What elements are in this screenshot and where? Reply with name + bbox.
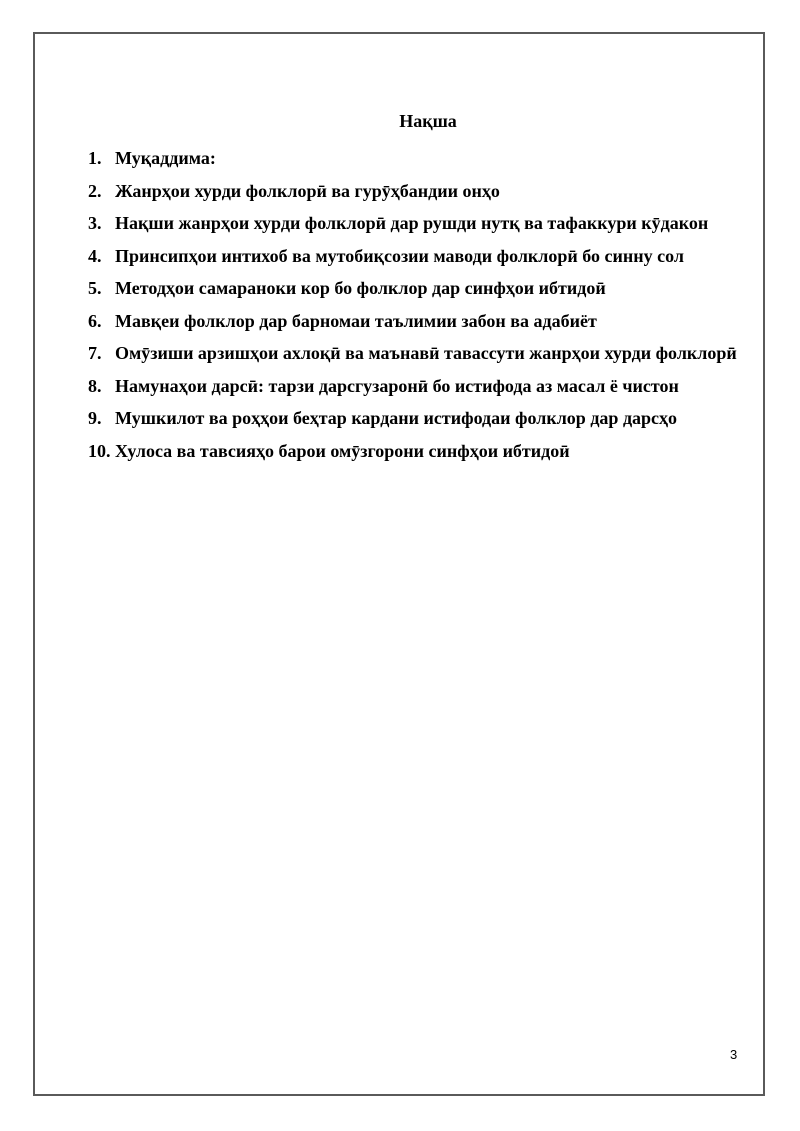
toc-item-10: [88, 435, 742, 468]
toc-item-text: Хулоса ва тавсияҳо барои омӯзгорони синфҳои ибтидоӣ: [115, 440, 570, 461]
toc-item-text: Принсипҳои интихоб ва мутобиқсозии маводи фолклорӣ бо синну сол: [115, 245, 684, 266]
table-of-contents: [88, 142, 742, 467]
toc-item-1: [88, 142, 742, 175]
toc-item-3: [88, 207, 742, 240]
toc-item-text: Намунаҳои дарсӣ: тарзи дарсгузаронӣ бо истифода аз масал ё чистон: [115, 375, 679, 396]
toc-item-number: 5.: [88, 278, 102, 298]
toc-item-4: [88, 240, 742, 273]
toc-item-number: 9.: [88, 408, 102, 428]
toc-item-number: 1.: [88, 148, 102, 168]
toc-item-text: Методҳои самараноки кор бо фолклор дар синфҳои ибтидоӣ: [115, 278, 606, 298]
toc-item-8: [88, 370, 742, 403]
toc-item-text: Нақши жанрҳои хурди фолклорӣ дар рушди нутқ ва тафаккури кӯдакон: [115, 213, 709, 233]
page-title: Нақша: [399, 111, 457, 131]
toc-item-text: Мушкилот ва роҳҳои беҳтар кардани истифодаи фолклор дар дарсҳо: [115, 408, 678, 428]
toc-item-5: [88, 272, 742, 305]
toc-item-6: [88, 305, 742, 338]
page-number: 3: [730, 1047, 738, 1062]
toc-item-number: 6.: [88, 310, 102, 331]
toc-item-text: Мавқеи фолклор дар барномаи таълимии забон ва адабиёт: [115, 310, 597, 331]
toc-item-9: [88, 402, 742, 435]
toc-item-number: 8.: [88, 375, 102, 396]
toc-item-number: 2.: [88, 180, 102, 201]
toc-item-text: Омӯзиши арзишҳои ахлоқӣ ва маънавӣ тавассути жанрҳои хурди фолклорӣ: [115, 343, 737, 363]
toc-item-number: 10.: [88, 440, 111, 461]
toc-item-7: [88, 337, 742, 370]
toc-item-number: 7.: [88, 343, 102, 363]
toc-item-number: 3.: [88, 213, 102, 233]
toc-item-text: Жанрҳои хурди фолклорӣ ва гурӯҳбандии онҳо: [115, 180, 500, 201]
toc-item-text: Муқаддима:: [115, 148, 216, 168]
toc-item-2: [88, 175, 742, 208]
toc-item-number: 4.: [88, 245, 102, 266]
